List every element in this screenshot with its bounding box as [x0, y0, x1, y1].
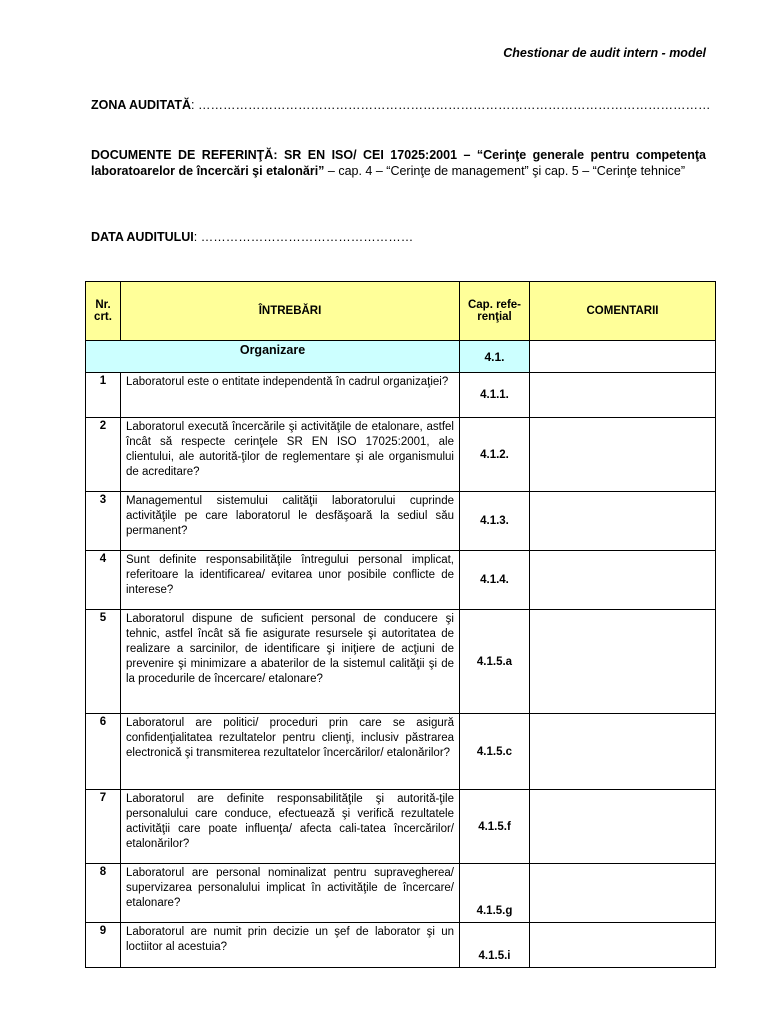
section-comment-cell[interactable] — [530, 341, 716, 373]
data-auditului-separator: : — [193, 230, 201, 244]
row-cap: 4.1.5.c — [460, 714, 530, 790]
section-label: Organizare — [86, 341, 460, 373]
row-comment-cell[interactable] — [530, 551, 716, 610]
row-cap: 4.1.2. — [460, 418, 530, 492]
data-auditului-line — [91, 230, 413, 244]
zona-auditata-line — [91, 98, 710, 112]
row-cap: 4.1.5.f — [460, 790, 530, 864]
row-cap: 4.1.5.g — [460, 864, 530, 923]
section-row-organizare — [86, 341, 716, 373]
header-cap-referential: Cap. refe-renţial — [460, 282, 530, 341]
header-nr-crt: Nr. crt. — [86, 282, 121, 341]
row-question: Laboratorul execută încercările şi activităţile de etalonare, astfel încât să respecte cerinţele SR EN ISO 17025:2001, ale clientului, ale autorită-ţilor de reglementare şi ale organismului de acreditare? — [121, 418, 460, 492]
zona-auditata-label: ZONA AUDITATĂ — [91, 98, 191, 112]
row-comment-cell[interactable] — [530, 864, 716, 923]
row-comment-cell[interactable] — [530, 923, 716, 968]
table-row — [86, 864, 716, 923]
row-nr: 1 — [86, 373, 121, 418]
row-question: Laboratorul este o entitate independentă în cadrul organizaţiei? — [121, 373, 460, 418]
data-auditului-field[interactable]: …………………………………………… — [200, 230, 414, 244]
document-title: Chestionar de audit intern - model — [503, 46, 706, 60]
row-nr: 6 — [86, 714, 121, 790]
row-comment-cell[interactable] — [530, 492, 716, 551]
audit-questionnaire-table — [85, 281, 716, 968]
row-question: Laboratorul are politici/ proceduri prin care se asigură confidenţialitatea rezultatelor pentru clienţi, inclusiv păstrarea electronică şi transmiterea rezultatelor încercărilor/ etalonărilor? — [121, 714, 460, 790]
row-nr: 7 — [86, 790, 121, 864]
row-comment-cell[interactable] — [530, 790, 716, 864]
documente-chapters: – cap. 4 – “Cerinţe de management” şi cap. 5 – “Cerinţe tehnice” — [324, 164, 686, 178]
row-cap: 4.1.5.i — [460, 923, 530, 968]
table-row — [86, 373, 716, 418]
header-comentarii: COMENTARII — [530, 282, 716, 341]
zona-auditata-field[interactable]: …………………………………………………………………………………………………………… — [197, 98, 711, 112]
table-row — [86, 923, 716, 968]
documente-referinta-paragraph — [91, 147, 706, 179]
row-comment-cell[interactable] — [530, 418, 716, 492]
row-nr: 5 — [86, 610, 121, 714]
row-comment-cell[interactable] — [530, 373, 716, 418]
row-question: Laboratorul dispune de suficient personal de conducere şi tehnic, astfel încât să fie asigurate resursele şi autoritatea de realizare a sarcinilor, de identificare şi iniţiere de acţiuni de prevenire şi minimizare a abaterilor de la sistemul calităţii şi de la procedurile de încercare/ etalonare? — [121, 610, 460, 714]
table-row — [86, 610, 716, 714]
row-comment-cell[interactable] — [530, 714, 716, 790]
row-question: Managementul sistemului calităţii laboratorului cuprinde activităţile pe care laboratorul le desfăşoară la sediul său permanent? — [121, 492, 460, 551]
row-nr: 8 — [86, 864, 121, 923]
row-cap: 4.1.5.a — [460, 610, 530, 714]
row-question: Laboratorul are numit prin decizie un şef de laborator şi un loctiitor al acestuia? — [121, 923, 460, 968]
row-nr: 2 — [86, 418, 121, 492]
zona-auditata-separator: : — [190, 98, 198, 112]
row-nr: 4 — [86, 551, 121, 610]
row-question: Laboratorul are personal nominalizat pentru supravegherea/ supervizarea personalului implicat în activităţile de încercare/ etalonare? — [121, 864, 460, 923]
section-cap: 4.1. — [460, 341, 530, 373]
row-cap: 4.1.4. — [460, 551, 530, 610]
table-row — [86, 492, 716, 551]
table-row — [86, 790, 716, 864]
documente-standard: : SR EN ISO/ CEI 17025:2001 – — [273, 148, 477, 162]
table-header-row — [86, 282, 716, 341]
header-intrebari: ÎNTREBĂRI — [121, 282, 460, 341]
row-question: Sunt definite responsabilităţile întregului personal implicat, referitoare la identificarea/ evitarea unor posibile conflicte de interese? — [121, 551, 460, 610]
data-auditului-label: DATA AUDITULUI — [91, 230, 194, 244]
table-row — [86, 551, 716, 610]
row-cap: 4.1.1. — [460, 373, 530, 418]
row-nr: 9 — [86, 923, 121, 968]
row-cap: 4.1.3. — [460, 492, 530, 551]
documente-label: DOCUMENTE DE REFERINŢĂ — [91, 148, 274, 162]
row-question: Laboratorul are definite responsabilităţile şi autorită-ţile personalului care conduce, efectuează şi verifică rezultatele activităţii care poate influenţa/ afecta cali-tatea încercărilor/ etalonărilor? — [121, 790, 460, 864]
row-nr: 3 — [86, 492, 121, 551]
table-row — [86, 714, 716, 790]
documente-standard-title: “Cerinţe generale pentru competenţa laboratoarelor de încercări şi etalonări” — [91, 148, 706, 178]
table-row — [86, 418, 716, 492]
row-comment-cell[interactable] — [530, 610, 716, 714]
